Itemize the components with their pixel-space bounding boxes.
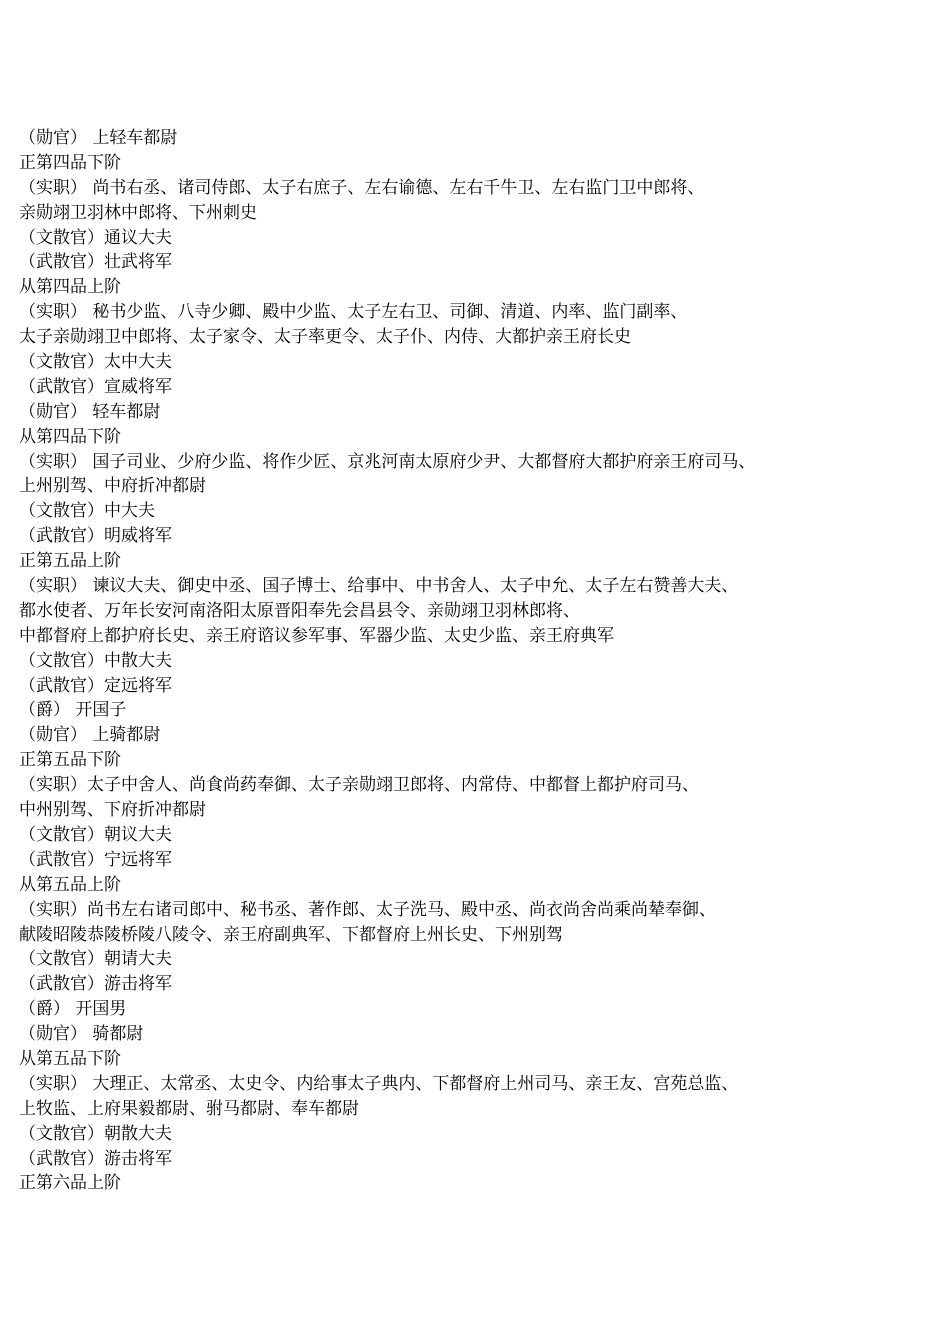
text-line: （武散官）游击将军 [19, 974, 172, 995]
text-line: 太子亲勋翊卫中郎将、太子家令、太子率更令、太子仆、内侍、大都护亲王府长史 [19, 327, 631, 348]
text-line: （实职） 尚书右丞、诸司侍郎、太子右庶子、左右谕德、左右千牛卫、左右监门卫中郎将、 [19, 177, 705, 198]
text-line: （实职） 谏议大夫、御史中丞、国子博士、给事中、中书舍人、太子中允、太子左右赞善大夫、 [19, 576, 739, 597]
text-line: （文散官）太中大夫 [19, 352, 172, 373]
text-line: 中州别驾、下府折冲都尉 [19, 800, 206, 821]
text-line: 上州别驾、中府折冲都尉 [19, 476, 206, 497]
text-line: 亲勋翊卫羽林中郎将、下州刺史 [19, 202, 257, 223]
text-line: 上牧监、上府果毅都尉、驸马都尉、奉车都尉 [19, 1098, 359, 1119]
text-line: （武散官）宁远将军 [19, 849, 172, 870]
text-line: （武散官）宣威将军 [19, 376, 172, 397]
rank-heading: 从第四品下阶 [19, 426, 121, 447]
rank-heading: 正第六品上阶 [19, 1173, 121, 1194]
rank-heading: 正第四品下阶 [19, 152, 121, 173]
rank-heading: 正第五品下阶 [19, 750, 121, 771]
text-line: （文散官）朝请大夫 [19, 949, 172, 970]
text-line: 中都督府上都护府长史、亲王府谘议参军事、军器少监、太史少监、亲王府典军 [19, 625, 614, 646]
text-line: （爵） 开国子 [19, 700, 127, 721]
text-line: （勋官） 上骑都尉 [19, 725, 161, 746]
text-line: （实职） 秘书少监、八寺少卿、殿中少监、太子左右卫、司御、清道、内率、监门副率、 [19, 302, 688, 323]
text-line: 都水使者、万年长安河南洛阳太原晋阳奉先会昌县令、亲勋翊卫羽林郎将、 [19, 600, 580, 621]
text-line: （勋官） 上轻车都尉 [19, 128, 178, 148]
document-body [19, 126, 931, 1196]
rank-heading: 从第四品上阶 [19, 277, 121, 298]
rank-heading: 从第五品上阶 [19, 874, 121, 895]
text-line: （勋官） 骑都尉 [19, 1024, 144, 1045]
rank-heading: 正第五品上阶 [19, 551, 121, 572]
text-line: （文散官）中散大夫 [19, 650, 172, 671]
text-line: 献陵昭陵恭陵桥陵八陵令、亲王府副典军、下都督府上州长史、下州别驾 [19, 924, 563, 945]
text-line: （实职）太子中舍人、尚食尚药奉御、太子亲勋翊卫郎将、内常侍、中都督上都护府司马、 [19, 775, 699, 796]
text-line: （勋官） 轻车都尉 [19, 401, 161, 422]
text-line: （实职） 大理正、太常丞、太史令、内给事太子典内、下都督府上州司马、亲王友、宫苑总监、 [19, 1073, 739, 1094]
text-line: （文散官）朝议大夫 [19, 824, 172, 845]
text-line: （实职） 国子司业、少府少监、将作少匠、京兆河南太原府少尹、大都督府大都护府亲王府司马、 [19, 451, 756, 472]
text-line: （武散官）定远将军 [19, 675, 172, 696]
text-line: （文散官）中大夫 [19, 501, 155, 522]
text-line: （实职）尚书左右诸司郎中、秘书丞、著作郎、太子洗马、殿中丞、尚衣尚舍尚乘尚辇奉御、 [19, 899, 716, 920]
text-line: （爵） 开国男 [19, 999, 127, 1020]
text-line: （文散官）朝散大夫 [19, 1123, 172, 1144]
text-line: （武散官）壮武将军 [19, 252, 172, 273]
text-line: （武散官）明威将军 [19, 526, 172, 547]
text-line: （武散官）游击将军 [19, 1148, 172, 1169]
text-line: （文散官）通议大夫 [19, 227, 172, 248]
rank-heading: 从第五品下阶 [19, 1048, 121, 1069]
